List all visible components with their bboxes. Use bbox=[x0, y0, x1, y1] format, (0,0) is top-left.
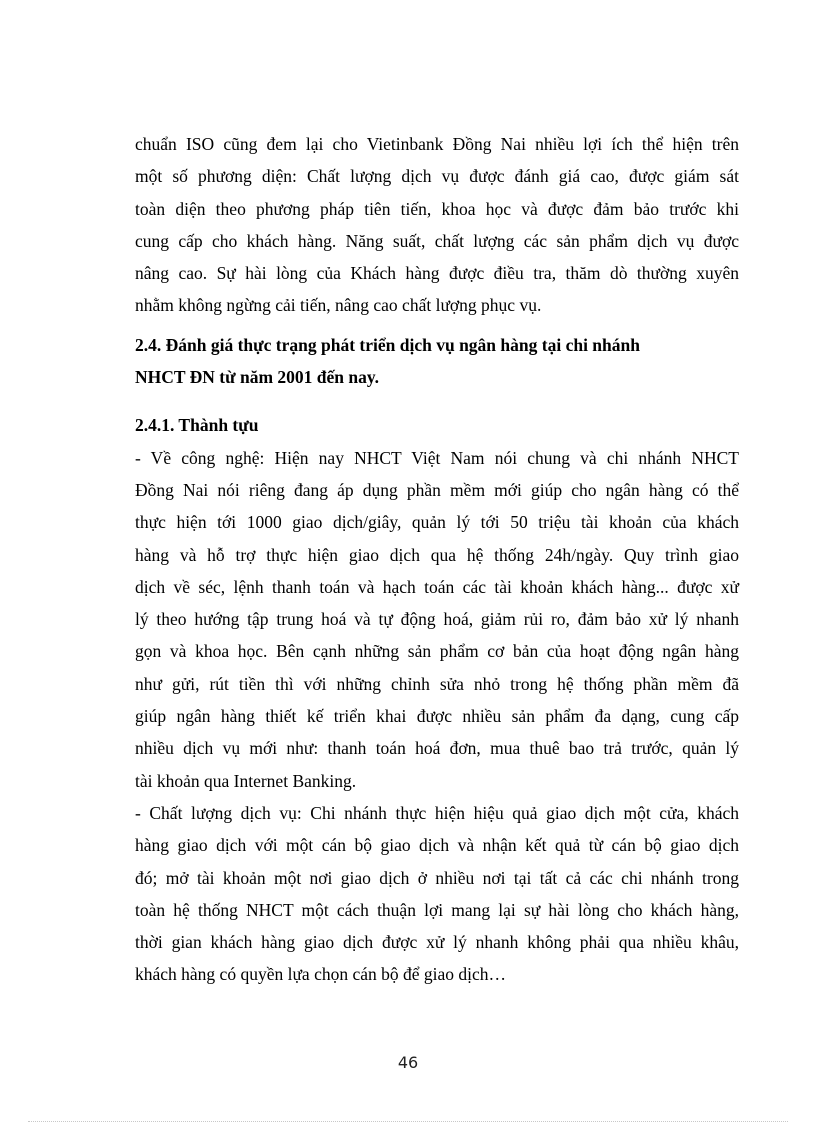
page-bottom-divider bbox=[28, 1121, 788, 1122]
section-heading bbox=[135, 329, 739, 394]
text-line: toàn diện theo phương pháp tiên tiến, khoa học và được đảm bảo trước khi bbox=[135, 198, 739, 219]
text-line: nhiều dịch vụ mới như: thanh toán hoá đơn, mua thuê bao trả trước, quản lý bbox=[135, 738, 739, 759]
text-line: cung cấp cho khách hàng. Năng suất, chất lượng các sản phẩm dịch vụ được bbox=[135, 230, 739, 251]
heading-line: 2.4.1. Thành tựu bbox=[135, 415, 259, 436]
text-line: - Chất lượng dịch vụ: Chi nhánh thực hiện hiệu quả giao dịch một cửa, khách bbox=[135, 802, 739, 823]
subsection-heading bbox=[135, 409, 739, 441]
text-line: dịch về séc, lệnh thanh toán và hạch toán các tài khoản khách hàng... được xử bbox=[135, 576, 739, 597]
text-line: tài khoản qua Internet Banking. bbox=[135, 770, 357, 791]
heading-line: NHCT ĐN từ năm 2001 đến nay. bbox=[135, 367, 380, 388]
text-line: giúp ngân hàng thiết kế triển khai được nhiều sản phẩm đa dạng, cung cấp bbox=[135, 706, 739, 727]
text-line: - Về công nghệ: Hiện nay NHCT Việt Nam nói chung và chi nhánh NHCT bbox=[135, 447, 739, 468]
text-line: như gửi, rút tiền thì với những chỉnh sửa nhỏ trong hệ thống phần mềm đã bbox=[135, 673, 739, 694]
text-line: thực hiện tới 1000 giao dịch/giây, quản lý tới 50 triệu tài khoản của khách bbox=[135, 512, 739, 533]
paragraph-service-quality bbox=[135, 797, 739, 991]
text-line: toàn hệ thống NHCT một cách thuận lợi mang lại sự hài lòng cho khách hàng, bbox=[135, 899, 739, 920]
page-number: 46 bbox=[397, 1053, 419, 1072]
paragraph-technology bbox=[135, 442, 739, 797]
paragraph-iso-benefits bbox=[135, 128, 739, 322]
text-line: lý theo hướng tập trung hoá và tự động hoá, giảm rủi ro, đảm bảo xử lý nhanh bbox=[135, 609, 739, 630]
text-line: hàng giao dịch với một cán bộ giao dịch và nhận kết quả từ cán bộ giao dịch bbox=[135, 835, 739, 856]
text-line: khách hàng có quyền lựa chọn cán bộ để giao dịch… bbox=[135, 964, 507, 985]
text-line: thời gian khách hàng giao dịch được xử lý nhanh không phải qua nhiều khâu, bbox=[135, 932, 739, 953]
text-line: gọn và khoa học. Bên cạnh những sản phẩm cơ bản của hoạt động ngân hàng bbox=[135, 641, 739, 662]
text-line: một số phương diện: Chất lượng dịch vụ được đánh giá cao, được giám sát bbox=[135, 166, 739, 187]
text-line: đó; mở tài khoản một nơi giao dịch ở nhiều nơi tại tất cả các chi nhánh trong bbox=[135, 867, 739, 888]
text-line: nâng cao. Sự hài lòng của Khách hàng được điều tra, thăm dò thường xuyên bbox=[135, 263, 739, 284]
text-line: chuẩn ISO cũng đem lại cho Vietinbank Đồng Nai nhiều lợi ích thể hiện trên bbox=[135, 134, 739, 154]
text-line: Đồng Nai nói riêng đang áp dụng phần mềm mới giúp cho ngân hàng có thể bbox=[135, 479, 739, 500]
text-line: hàng và hỗ trợ thực hiện giao dịch qua hệ thống 24h/ngày. Quy trình giao bbox=[135, 544, 739, 565]
text-line: nhằm không ngừng cải tiến, nâng cao chất lượng phục vụ. bbox=[135, 295, 542, 316]
heading-line: 2.4. Đánh giá thực trạng phát triển dịch vụ ngân hàng tại chi nhánh bbox=[135, 334, 640, 355]
page-content bbox=[135, 128, 739, 991]
